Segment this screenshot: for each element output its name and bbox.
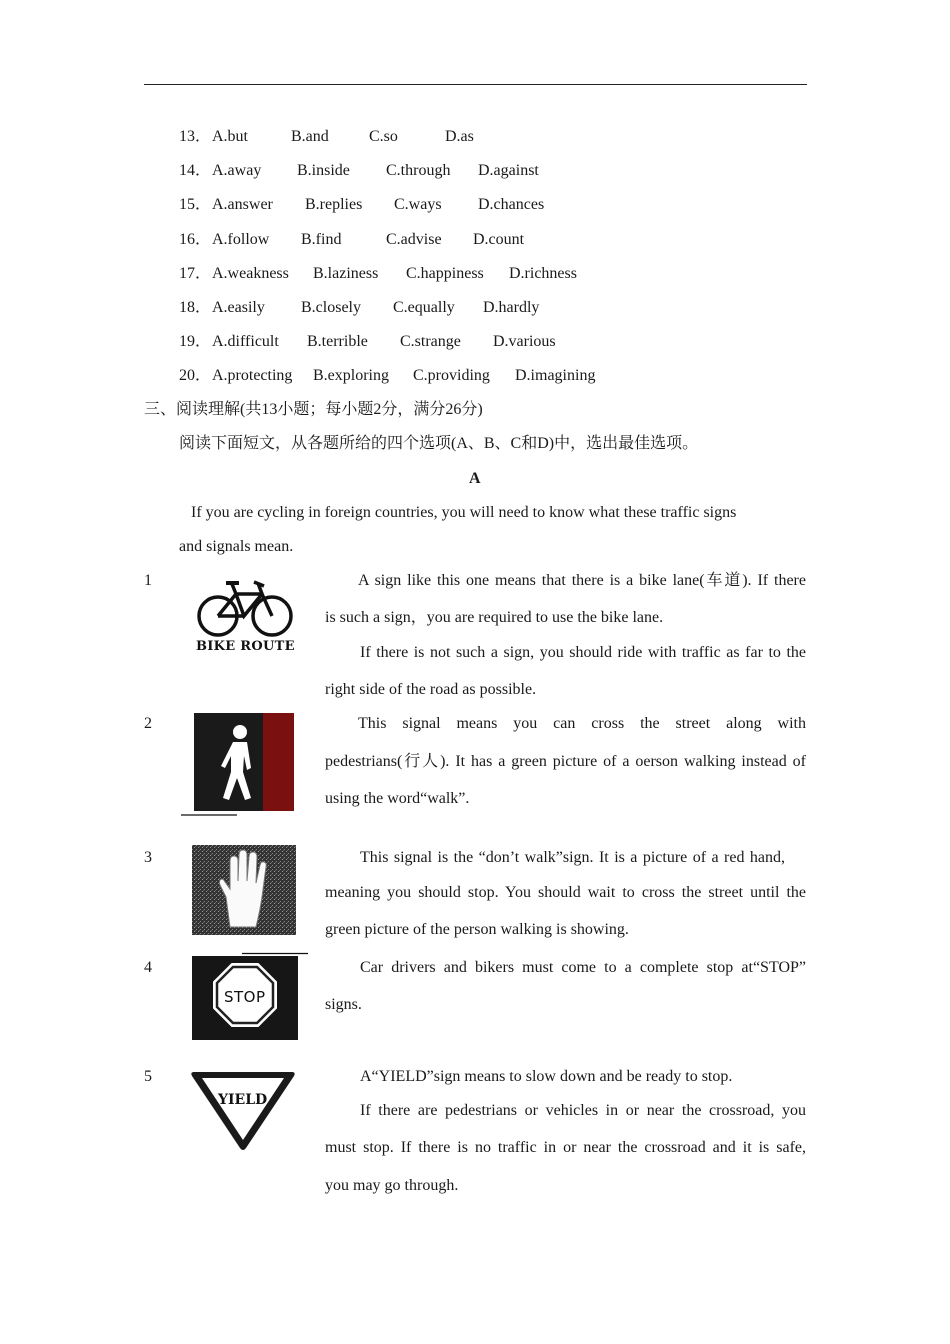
sign-5-line-2: If there are pedestrians or vehicles in or near the crossroad, you xyxy=(360,1102,806,1119)
sign-3-line-1: This signal is the “don’t walk”sign. It is a picture of a red hand, xyxy=(360,849,785,866)
yield-sign-icon xyxy=(188,1068,298,1152)
sign-number: 1 xyxy=(144,572,152,589)
sign-2-line-1: This signal means you can cross the street along with xyxy=(358,715,806,732)
option-b: B.exploring xyxy=(313,367,389,384)
sign-1-line-4: right side of the road as possible. xyxy=(325,681,537,698)
sign-2-line-3: using the word“walk”. xyxy=(325,790,470,807)
option-b: B.terrible xyxy=(307,333,368,350)
option-c: C.providing xyxy=(413,367,490,384)
option-b: B.and xyxy=(291,128,329,145)
sign-number: 3 xyxy=(144,849,152,866)
sign-4-line-2: signs. xyxy=(325,996,362,1013)
hand-stop-icon xyxy=(192,845,296,935)
sign-1-line-1: A sign like this one means that there is a bike lane(车道). If there xyxy=(358,572,806,589)
option-c: C.so xyxy=(369,128,398,145)
question-number: 20． xyxy=(179,367,212,384)
sign-number: 5 xyxy=(144,1068,152,1085)
pedestrian-walking-icon xyxy=(181,710,296,816)
passage-label: A xyxy=(469,470,481,487)
option-b: B.replies xyxy=(305,196,363,213)
sign-4-line-1: Car drivers and bikers must come to a complete stop at“STOP” xyxy=(360,959,806,976)
option-c: C.strange xyxy=(400,333,461,350)
bike-route-label: BIKE ROUTE xyxy=(196,639,295,654)
question-number: 16． xyxy=(179,231,212,248)
option-a: A.weakness xyxy=(212,265,289,282)
sign-1-line-3: If there is not such a sign, you should ride with traffic as far to the xyxy=(360,644,806,661)
question-number: 19． xyxy=(179,333,212,350)
passage-intro-line-2: and signals mean. xyxy=(179,538,294,555)
option-c: C.happiness xyxy=(406,265,484,282)
question-number: 14． xyxy=(179,162,212,179)
stop-sign-icon xyxy=(190,952,308,1042)
option-d: D.hardly xyxy=(483,299,540,316)
option-d: D.richness xyxy=(509,265,577,282)
stop-sign-label: STOP xyxy=(224,988,266,1006)
walk-signal-icon xyxy=(181,710,296,816)
option-d: D.chances xyxy=(478,196,545,213)
bike-route-sign-icon xyxy=(180,566,310,666)
option-d: D.as xyxy=(445,128,474,145)
dont-walk-signal-icon xyxy=(192,845,296,935)
sign-5-line-3: must stop. If there is no traffic in or near the crossroad and it is safe, xyxy=(325,1139,806,1156)
question-number: 18． xyxy=(179,299,212,316)
option-a: A.difficult xyxy=(212,333,279,350)
option-c: C.advise xyxy=(386,231,442,248)
option-b: B.laziness xyxy=(313,265,379,282)
sign-3-line-2: meaning you should stop. You should wait to cross the street until the xyxy=(325,884,806,901)
option-c: C.equally xyxy=(393,299,455,316)
option-d: D.various xyxy=(493,333,556,350)
option-c: C.through xyxy=(386,162,451,179)
option-d: D.count xyxy=(473,231,525,248)
option-a: A.protecting xyxy=(212,367,293,384)
option-a: A.follow xyxy=(212,231,270,248)
option-a: A.answer xyxy=(212,196,273,213)
option-c: C.ways xyxy=(394,196,442,213)
section-instruction: 阅读下面短文，从各题所给的四个选项(A、B、C和D)中，选出最佳选项。 xyxy=(179,435,699,452)
yield-sign-label: YIELD xyxy=(218,1092,268,1108)
option-b: B.find xyxy=(301,231,342,248)
sign-2-line-2: pedestrians(行人). It has a green picture of a oerson walking instead of xyxy=(325,753,806,770)
option-d: D.against xyxy=(478,162,539,179)
yield-triangle-icon xyxy=(188,1068,298,1152)
sign-number: 2 xyxy=(144,715,152,732)
passage-intro-line-1: If you are cycling in foreign countries, you will need to know what these traffic signs xyxy=(191,504,737,521)
sign-3-line-3: green picture of the person walking is showing. xyxy=(325,921,629,938)
question-number: 13． xyxy=(179,128,212,145)
header-rule xyxy=(144,84,807,85)
sign-5-line-4: you may go through. xyxy=(325,1177,459,1194)
option-a: A.away xyxy=(212,162,262,179)
question-number: 17． xyxy=(179,265,212,282)
section-heading: 三、阅读理解(共13小题；每小题2分，满分26分) xyxy=(144,401,483,418)
sign-1-line-2: is such a sign，you are required to use the bike lane. xyxy=(325,609,664,626)
option-b: B.closely xyxy=(301,299,361,316)
option-a: A.easily xyxy=(212,299,265,316)
sign-number: 4 xyxy=(144,959,152,976)
option-d: D.imagining xyxy=(515,367,596,384)
question-number: 15． xyxy=(179,196,212,213)
option-b: B.inside xyxy=(297,162,350,179)
option-a: A.but xyxy=(212,128,248,145)
sign-5-line-1: A“YIELD”sign means to slow down and be ready to stop. xyxy=(360,1068,733,1085)
